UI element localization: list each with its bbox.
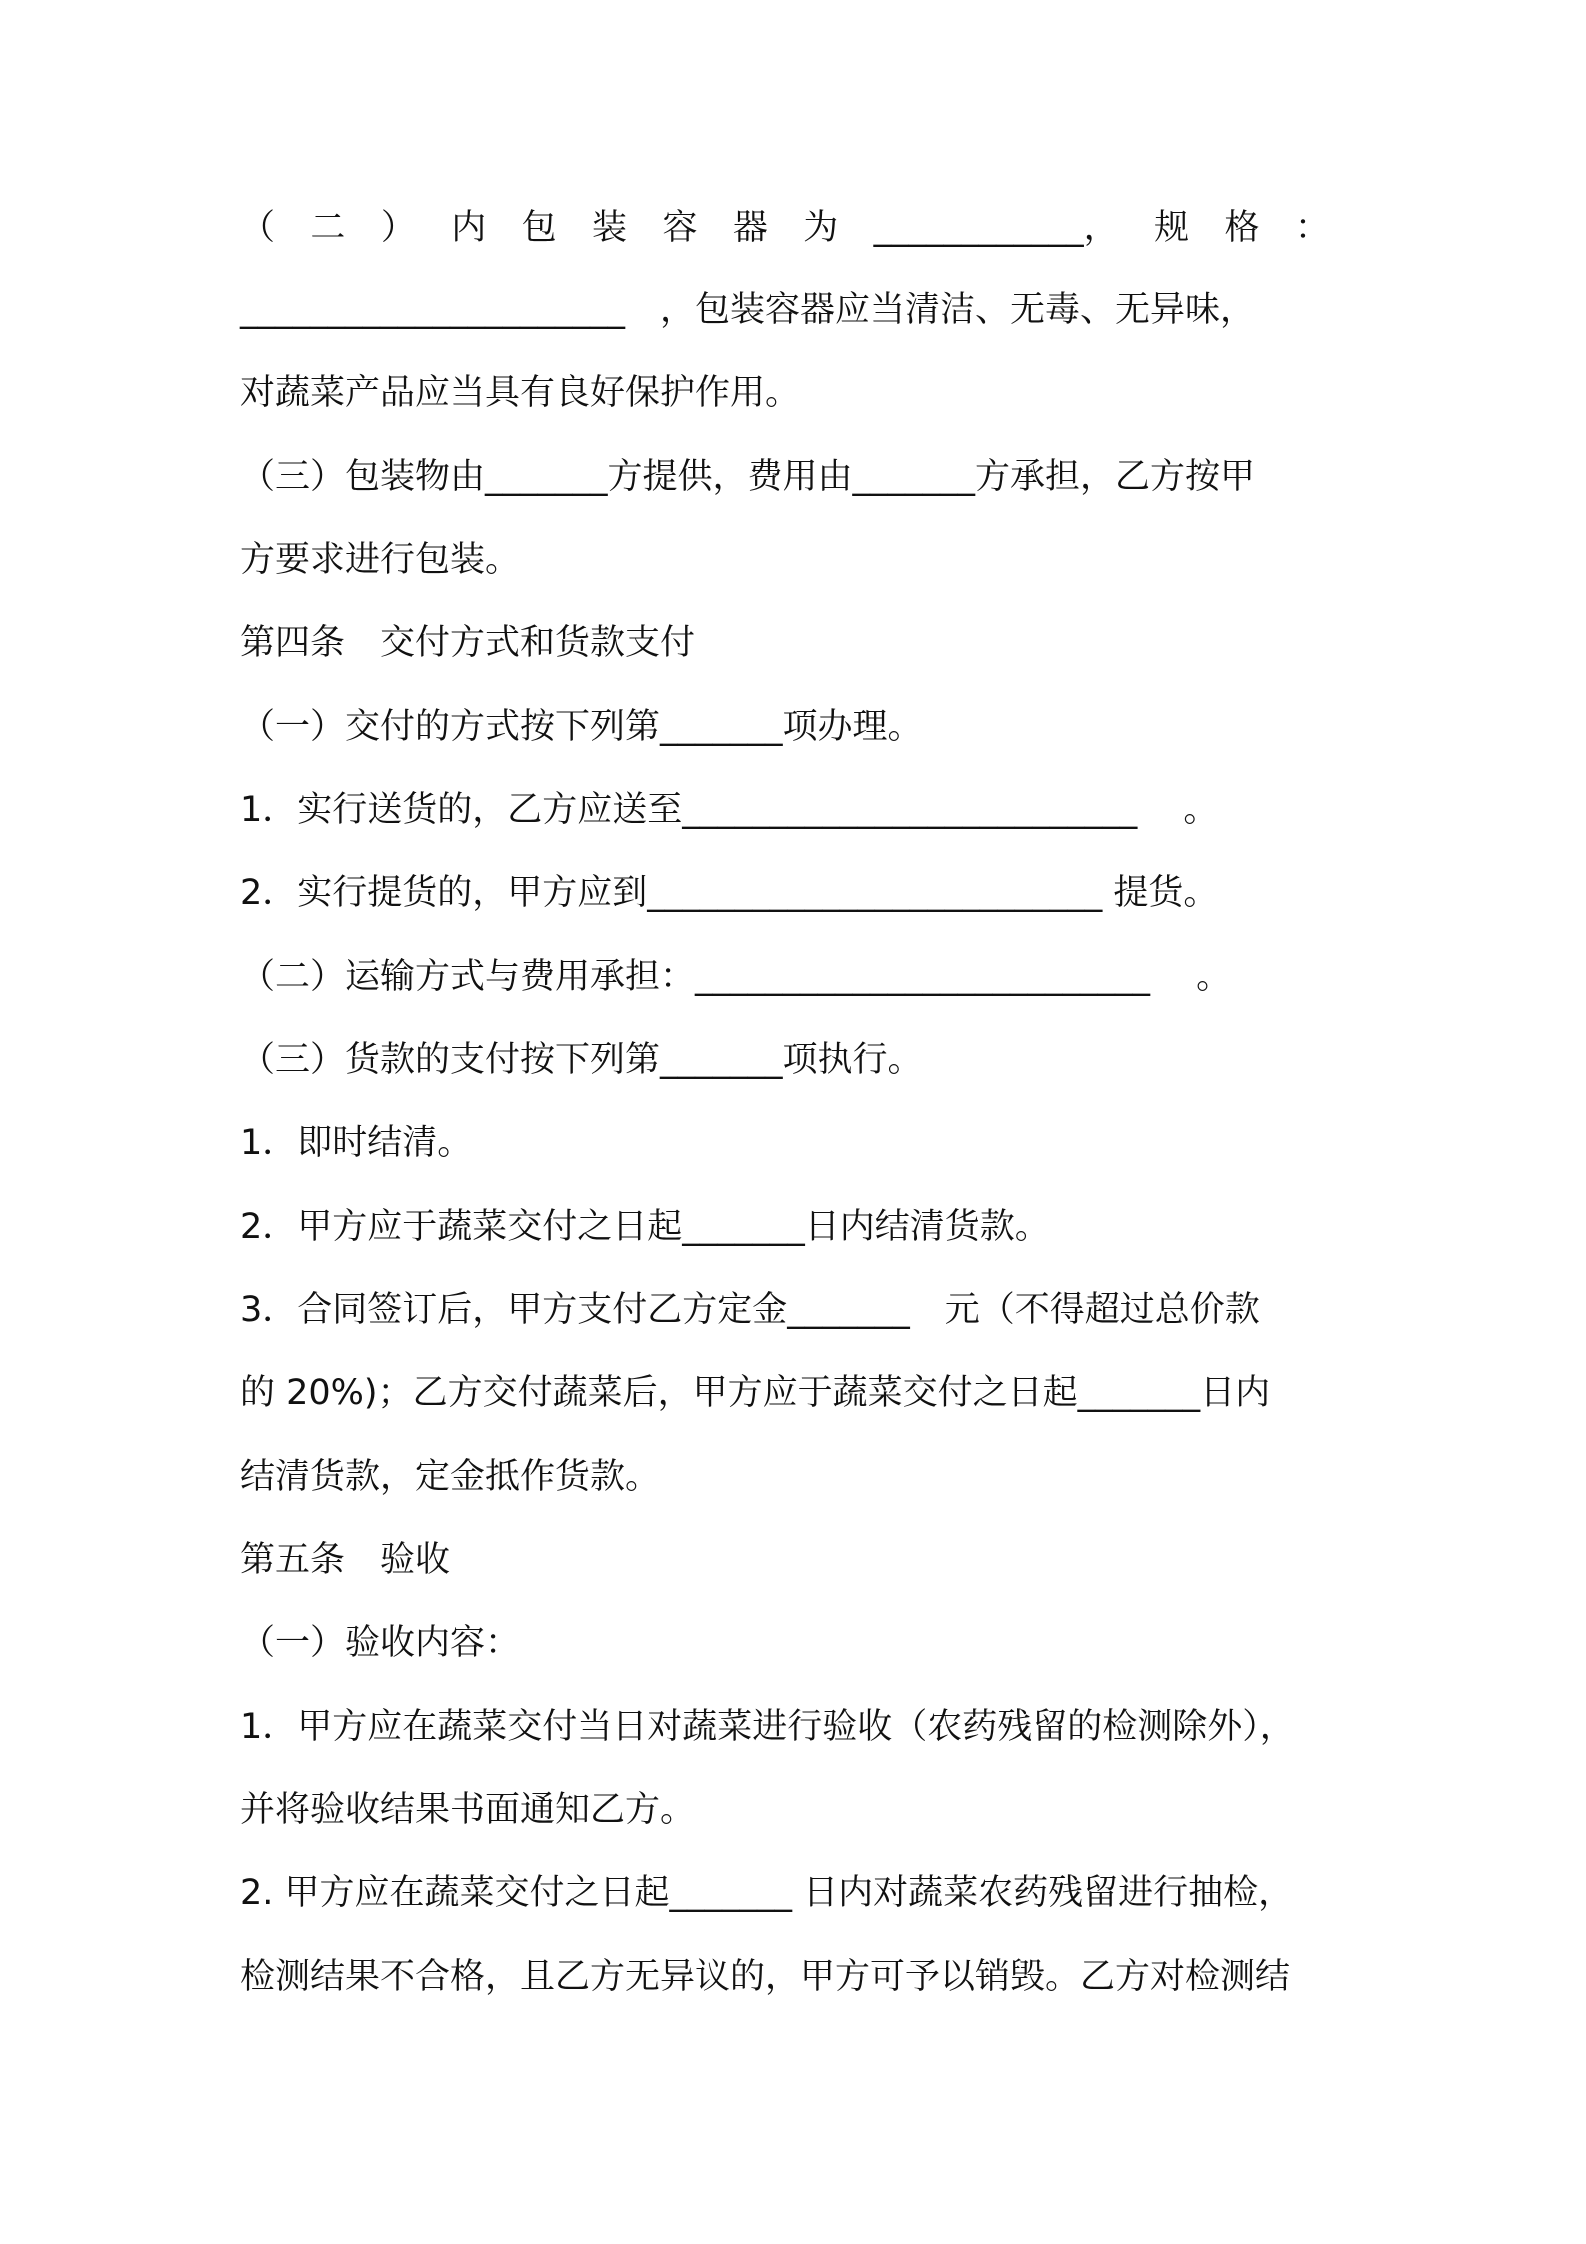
text-char: 容 <box>662 208 698 248</box>
text-line-10: （二）运输方式与费用承担：__________________________ 。 <box>240 957 1232 997</box>
text-char: 二 <box>310 208 346 248</box>
text-line-3: 对蔬菜产品应当具有良好保护作用。 <box>240 373 801 413</box>
text-line-8: 1．实行送货的，乙方应送至__________________________ 。 <box>240 790 1219 830</box>
text-line-12: 1．即时结清。 <box>240 1123 473 1163</box>
text-line-15: 的 20%)；乙方交付蔬菜后，甲方应于蔬菜交付之日起_______日内 <box>240 1373 1271 1413</box>
text-line-11: （三）货款的支付按下列第_______项执行。 <box>240 1040 923 1080</box>
text-char: 规 <box>1154 208 1190 248</box>
text-char: 为 <box>803 208 839 248</box>
text-char: 装 <box>592 208 628 248</box>
text-char: 内 <box>451 208 487 248</box>
section-heading-article-5: 第五条 验收 <box>240 1540 451 1580</box>
text-line-1 <box>240 203 1330 253</box>
section-heading-article-4: 第四条 交付方式和货款支付 <box>240 623 696 663</box>
text-char: ： <box>1294 208 1330 248</box>
text-char: 包 <box>521 208 557 248</box>
text-line-13: 2．甲方应于蔬菜交付之日起_______日内结清货款。 <box>240 1207 1050 1247</box>
text-line-20: 并将验收结果书面通知乙方。 <box>240 1790 696 1830</box>
text-line-19: 1．甲方应在蔬菜交付当日对蔬菜进行验收（农药残留的检测除外）， <box>240 1707 1295 1747</box>
text-char: 格 <box>1224 208 1260 248</box>
text-char: ） <box>380 208 416 248</box>
text-char: 器 <box>732 208 768 248</box>
text-line-21: 2. 甲方应在蔬菜交付之日起_______ 日内对蔬菜农药残留进行抽检， <box>240 1873 1294 1913</box>
text-line-7: （一）交付的方式按下列第_______项办理。 <box>240 707 923 747</box>
text-line-22: 检测结果不合格，且乙方无异议的，甲方可予以销毁。乙方对检测结 <box>240 1957 1291 1997</box>
text-line-4: （三）包装物由_______方提供，费用由_______方承担，乙方按甲 <box>240 457 1256 497</box>
text-line-2: ______________________ ，包装容器应当清洁、无毒、无异味， <box>240 290 1256 330</box>
text-line-18: （一）验收内容： <box>240 1623 521 1663</box>
text-char: （ <box>240 208 276 248</box>
text-line-14: 3．合同签订后，甲方支付乙方定金_______ 元（不得超过总价款 <box>240 1290 1260 1330</box>
text-line-16: 结清货款，定金抵作货款。 <box>240 1457 661 1497</box>
text-line-5: 方要求进行包装。 <box>240 540 521 580</box>
text-line-9: 2．实行提货的，甲方应到__________________________ 提货。 <box>240 873 1219 913</box>
text-blank: ____________， <box>873 208 1119 248</box>
